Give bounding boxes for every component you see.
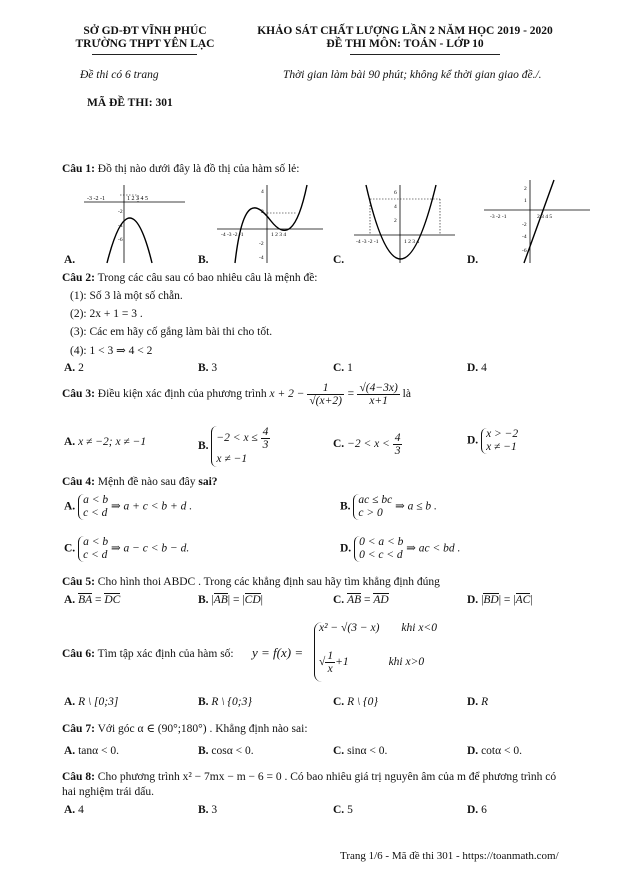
svg-text:2 3 4 5: 2 3 4 5 (537, 214, 553, 220)
q7-option-d[interactable]: D. cotα < 0. (467, 745, 522, 757)
q2-option-c[interactable]: C. 1 (333, 362, 353, 374)
q7-option-b[interactable]: B. cosα < 0. (198, 745, 254, 757)
exam-code: MÃ ĐỀ THI: 301 (87, 97, 173, 109)
question-8: Câu 8: Cho phương trình x² − 7mx − m − 6 = 0 . Có bao nhiêu giá trị nguyên âm của m để phương trình có (62, 771, 557, 783)
graph-c (352, 183, 457, 265)
q8-option-a[interactable]: A. 4 (64, 804, 84, 816)
svg-text:-6: -6 (118, 237, 123, 243)
q5-option-a[interactable]: A. BA = DC (64, 594, 121, 606)
q1-option-c[interactable]: C. (333, 254, 345, 266)
svg-text:2: 2 (261, 209, 264, 215)
svg-text:-2: -2 (522, 222, 527, 228)
svg-text:1 2 3 4: 1 2 3 4 (271, 232, 287, 238)
question-4: Câu 4: Mệnh đề nào sau đây sai? (62, 476, 218, 488)
svg-text:2: 2 (524, 186, 527, 192)
svg-text:-4: -4 (118, 223, 123, 229)
q7-option-a[interactable]: A. tanα < 0. (64, 745, 119, 757)
q2-option-b[interactable]: B. 3 (198, 362, 218, 374)
q6-option-d[interactable]: D. R (467, 696, 489, 708)
q8-option-c[interactable]: C. 5 (333, 804, 353, 816)
school-name: TRƯỜNG THPT YÊN LẠC (75, 38, 215, 50)
graph-a (82, 183, 187, 265)
q4-option-c[interactable]: C. a < b c < d ⇒ a − c < b − d. (64, 536, 190, 561)
q6-piecewise: x² − √(3 − x) khi x<0 √ $\frac{1}{x}$ +1 khi x>0 (314, 622, 437, 682)
svg-text:2: 2 (394, 218, 397, 224)
q2-option-a[interactable]: A. 2 (64, 362, 84, 374)
q1-option-d[interactable]: D. (467, 254, 479, 266)
question-7: Câu 7: Với góc α ∈ (90°;180°) . Khẳng định nào sai: (62, 723, 308, 735)
q4-option-b[interactable]: B. ac ≤ bc c > 0 ⇒ a ≤ b . (340, 494, 437, 519)
question-2: Câu 2: Trong các câu sau có bao nhiêu câu là mệnh đề: (62, 272, 318, 284)
page-count: Đề thi có 6 trang (80, 69, 159, 81)
header-rule-right (350, 54, 500, 55)
q5-option-b[interactable]: B. |AB| = |CD| (198, 594, 263, 606)
graph-d (482, 178, 592, 265)
q5-option-d[interactable]: D. |BD| = |AC| (467, 594, 533, 606)
q8-option-b[interactable]: B. 3 (198, 804, 218, 816)
svg-text:1: 1 (524, 198, 527, 204)
graph-b (215, 183, 325, 265)
q2-item-3: (3): Các em hãy cố gắng làm bài thi cho tốt. (70, 326, 273, 338)
svg-text:4: 4 (261, 189, 264, 195)
svg-text:-4: -4 (522, 234, 527, 240)
svg-text:-4: -4 (259, 255, 264, 261)
q1-option-b[interactable]: B. (198, 254, 209, 266)
svg-text:6: 6 (394, 190, 397, 196)
q2-item-2: (2): 2x + 1 = 3 . (70, 308, 143, 320)
page-footer: Trang 1/6 - Mã đề thi 301 - https://toanmath.com/ (340, 850, 559, 862)
svg-text:1 2 3 4 5: 1 2 3 4 5 (127, 196, 148, 202)
q8-option-d[interactable]: D. 6 (467, 804, 487, 816)
q6-option-b[interactable]: B. R \ {0;3} (198, 696, 252, 708)
svg-text:-4 -3 -2 -1: -4 -3 -2 -1 (356, 239, 379, 245)
svg-text:-2: -2 (118, 209, 123, 215)
svg-text:-6: -6 (522, 248, 527, 254)
header-rule-left (92, 54, 197, 55)
svg-text:1 2 3 4: 1 2 3 4 (404, 239, 420, 245)
exam-title: KHẢO SÁT CHẤT LƯỢNG LẦN 2 NĂM HỌC 2019 - 2020 (257, 25, 553, 37)
q6-option-c[interactable]: C. R \ {0} (333, 696, 378, 708)
q3-option-a[interactable]: A. x ≠ −2; x ≠ −1 (64, 436, 147, 448)
svg-text:-2: -2 (259, 241, 264, 247)
q3-option-c[interactable]: C. −2 < x < $\frac{4}{3}$ (333, 432, 401, 457)
q6-option-a[interactable]: A. R \ [0;3] (64, 696, 119, 708)
q5-option-c[interactable]: C. AB = AD (333, 594, 389, 606)
q3-equation: x + 2 − $\frac{1}{√(x+2)}$ = $\frac{√(4-3x)}{x+1}$ (269, 382, 398, 407)
svg-text:-4 -3 -2 -1: -4 -3 -2 -1 (221, 232, 244, 238)
question-6: Câu 6: Tìm tập xác định của hàm số: (62, 648, 234, 660)
q2-item-4: (4): 1 < 3 ⇒ 4 < 2 (70, 345, 153, 357)
q6-function-lhs: y = f(x) = (252, 645, 304, 660)
q1-option-a[interactable]: A. (64, 254, 76, 266)
svg-text:4: 4 (394, 204, 397, 210)
question-1: Câu 1: Đồ thị nào dưới đây là đồ thị của hàm số lẻ: (62, 163, 300, 175)
q4-option-d[interactable]: D. 0 < a < b 0 < c < d ⇒ ac < bd . (340, 536, 461, 561)
question-5: Câu 5: Cho hình thoi ABDC . Trong các khẳng định sau hãy tìm khẳng định đúng (62, 576, 440, 588)
q3-option-d[interactable]: D. x > −2 x ≠ −1 (467, 428, 519, 453)
q7-option-c[interactable]: C. sinα < 0. (333, 745, 388, 757)
q4-option-a[interactable]: A. a < b c < d ⇒ a + c < b + d . (64, 494, 193, 519)
exam-time: Thời gian làm bài 90 phút; không kể thời gian giao đề./. (283, 69, 542, 81)
q2-item-1: (1): Số 3 là một số chẵn. (70, 290, 183, 302)
q3-option-b[interactable]: B. −2 < x ≤ $\frac{4}{3}$ x ≠ −1 (198, 426, 269, 465)
exam-subject: ĐỀ THI MÔN: TOÁN - LỚP 10 (326, 38, 484, 50)
svg-text:-3 -2 -1: -3 -2 -1 (490, 214, 507, 220)
svg-text:-3 -2 -1: -3 -2 -1 (87, 196, 105, 202)
q2-option-d[interactable]: D. 4 (467, 362, 487, 374)
question-3: Câu 3: Điều kiện xác định của phương trình x + 2 − $\frac{1}{√(x+2)}$ = $\frac{√(4-3x)}{x+1}$ là (62, 382, 411, 407)
question-8-cont: hai nghiệm trái dấu. (62, 786, 154, 798)
dept-name: SỞ GD-ĐT VĨNH PHÚC (83, 25, 207, 37)
